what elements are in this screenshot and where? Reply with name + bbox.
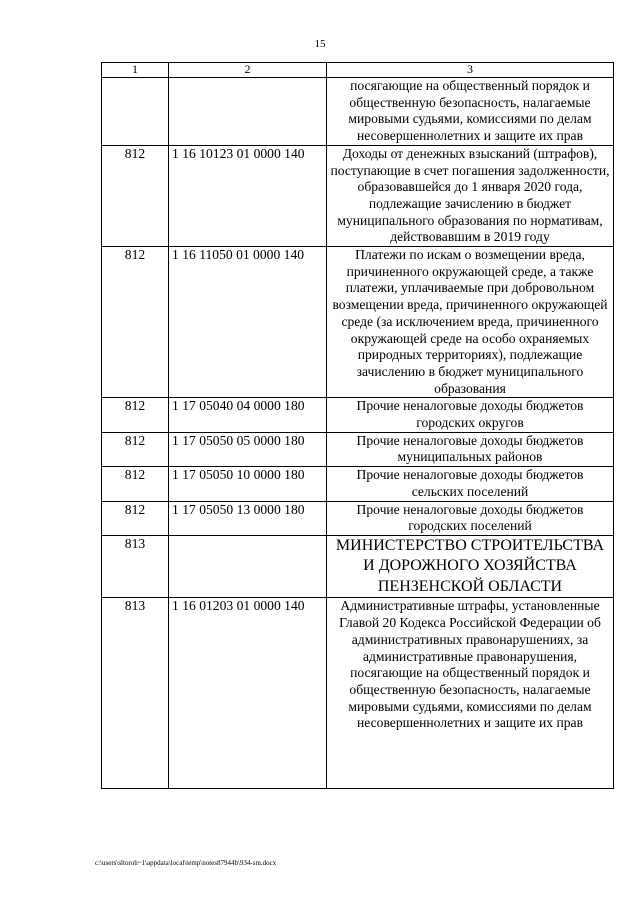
column-header-3: 3 [327, 63, 614, 78]
budget-code-cell: 1 16 01203 01 0000 140 [169, 598, 327, 789]
admin-code-cell [102, 78, 169, 146]
revenue-name-cell: Прочие неналоговые доходы бюджетов городских округов [327, 398, 614, 432]
budget-code-cell [169, 535, 327, 598]
budget-code-cell: 1 16 11050 01 0000 140 [169, 247, 327, 398]
budget-code-cell: 1 17 05050 05 0000 180 [169, 432, 327, 466]
budget-code-cell: 1 17 05050 13 0000 180 [169, 501, 327, 535]
table-row [102, 501, 614, 535]
revenue-name-cell: Прочие неналоговые доходы бюджетов муниципальных районов [327, 432, 614, 466]
budget-code-cell: 1 17 05050 10 0000 180 [169, 467, 327, 501]
table-row [102, 398, 614, 432]
budget-code-cell [169, 78, 327, 146]
table-row [102, 432, 614, 466]
admin-code-cell: 813 [102, 535, 169, 598]
column-header-1: 1 [102, 63, 169, 78]
admin-code-cell: 812 [102, 398, 169, 432]
table-row [102, 145, 614, 246]
budget-code-cell: 1 16 10123 01 0000 140 [169, 145, 327, 246]
table-row [102, 535, 614, 598]
ministry-name-cell: МИНИСТЕРСТВО СТРОИТЕЛЬСТВА И ДОРОЖНОГО ХОЗЯЙСТВА ПЕНЗЕНСКОЙ ОБЛАСТИ [327, 535, 614, 598]
admin-code-cell: 812 [102, 467, 169, 501]
column-header-2: 2 [169, 63, 327, 78]
revenue-name-cell: Административные штрафы, установленные Главой 20 Кодекса Российской Федерации об административных правонарушениях, за административные правонарушения, посягающие на общественный порядок и общественную безопасность, налагаемые мировыми судьями, комиссиями по делам несовершеннолетних и защите их прав [327, 598, 614, 789]
document-file-path: c:\users\sltoroh~1\appdata\local\temp\notes87944b\934-sm.docx [95, 859, 277, 867]
page-number: 15 [314, 38, 326, 50]
admin-code-cell: 812 [102, 501, 169, 535]
table-row [102, 78, 614, 146]
admin-code-cell: 812 [102, 145, 169, 246]
revenue-codes-table [101, 62, 614, 789]
revenue-name-cell: Доходы от денежных взысканий (штрафов), поступающие в счет погашения задолженности, образовавшейся до 1 января 2020 года, подлежащие зачислению в бюджет муниципального образования по нормативам, действовавшим в 2019 году [327, 145, 614, 246]
revenue-name-cell: Прочие неналоговые доходы бюджетов сельских поселений [327, 467, 614, 501]
table-row [102, 247, 614, 398]
budget-code-cell: 1 17 05040 04 0000 180 [169, 398, 327, 432]
table-row [102, 467, 614, 501]
table-header-row [102, 63, 614, 78]
admin-code-cell: 813 [102, 598, 169, 789]
admin-code-cell: 812 [102, 247, 169, 398]
admin-code-cell: 812 [102, 432, 169, 466]
revenue-name-cell: Платежи по искам о возмещении вреда, причиненного окружающей среде, а также платежи, уплачиваемые при добровольном возмещении вреда, причиненного окружающей среде (за исключением вреда, причиненного окружающей среде на особо охраняемых природных территориях), подлежащие зачислению в бюджет муниципального образования [327, 247, 614, 398]
revenue-name-cell: Прочие неналоговые доходы бюджетов городских поселений [327, 501, 614, 535]
table-row [102, 598, 614, 789]
revenue-name-cell: посягающие на общественный порядок и общественную безопасность, налагаемые мировыми судьями, комиссиями по делам несовершеннолетних и защите их прав [327, 78, 614, 146]
